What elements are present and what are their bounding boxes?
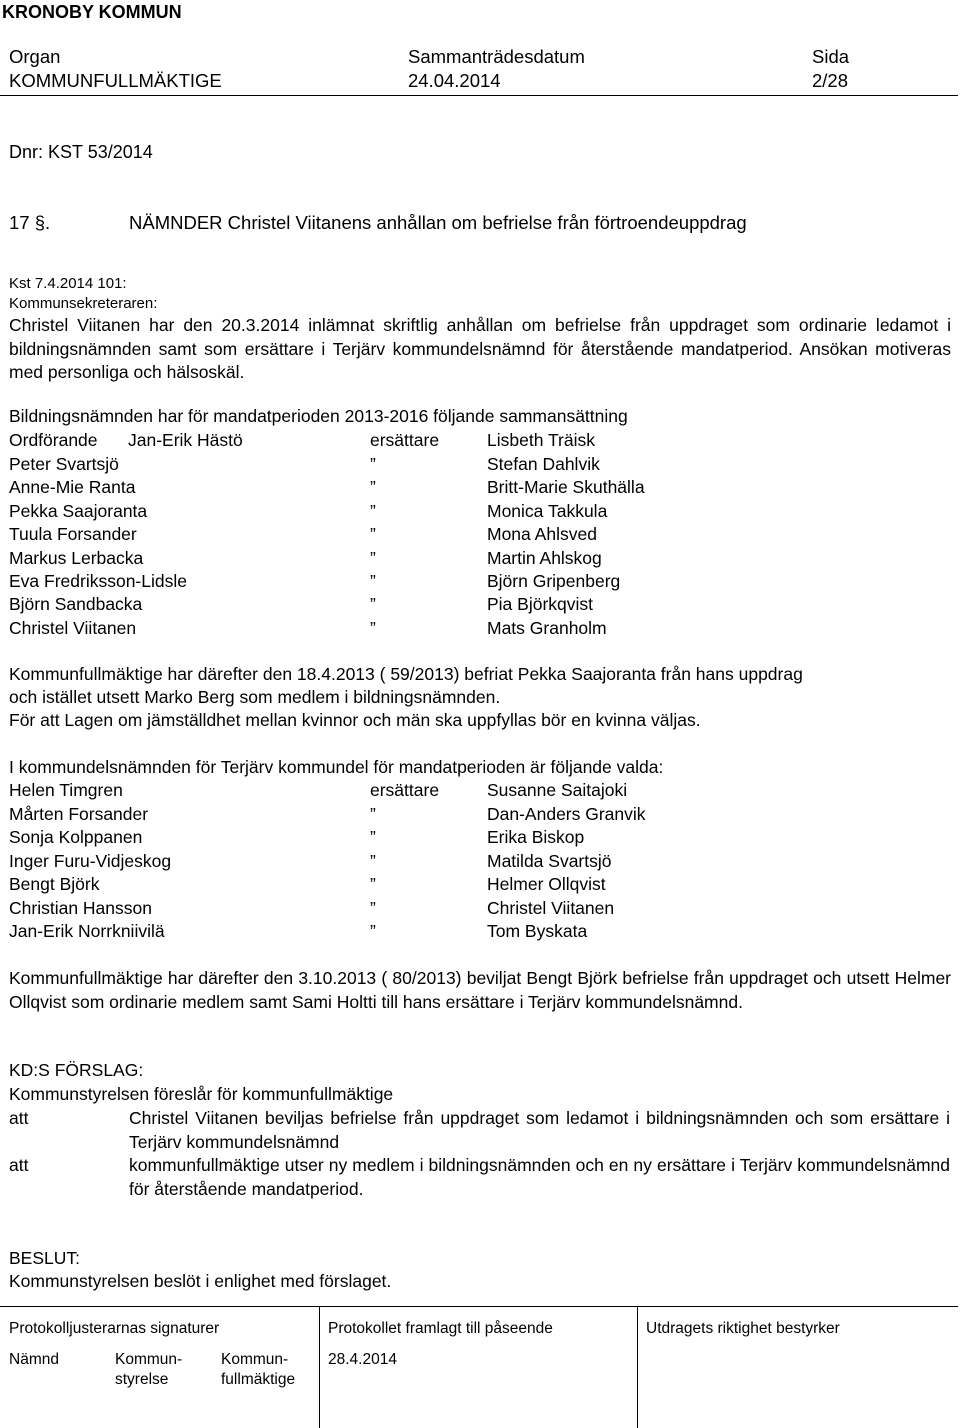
ditto-mark: ” <box>370 921 376 941</box>
footer-rule <box>0 1306 958 1307</box>
member-row <box>9 920 949 944</box>
member-name: Eva Fredriksson-Lidsle <box>9 571 187 591</box>
proposal-heading: KD:S FÖRSLAG: <box>9 1060 144 1080</box>
member-row <box>9 500 949 524</box>
beslut-text: Kommunstyrelsen beslöt i enlighet med förslaget. <box>9 1271 392 1291</box>
dnr: Dnr: KST 53/2014 <box>9 142 153 162</box>
footer-divider <box>637 1306 638 1428</box>
ditto-mark: ” <box>370 571 376 591</box>
footer-posted-date: 28.4.2014 <box>328 1351 397 1368</box>
meeting-date: 24.04.2014 <box>408 70 501 91</box>
member-name: Björn Sandbacka <box>9 594 143 615</box>
substitute-name: Martin Ahlskog <box>487 547 602 568</box>
member-row <box>9 453 949 477</box>
ditto-mark: ” <box>370 524 376 545</box>
organ-value: KOMMUNFULLMÄKTIGE <box>9 70 222 91</box>
member-row <box>9 826 949 850</box>
footer-namnd: Nämnd <box>9 1351 59 1368</box>
substitute-name: Matilda Svartsjö <box>487 850 612 871</box>
footer-divider <box>319 1306 320 1428</box>
footer-kommunfullmaktige: fullmäktige <box>221 1371 296 1388</box>
chair-label: Ordförande <box>9 430 98 450</box>
member-name: Tuula Forsander <box>9 524 137 545</box>
substitute-name: Monica Takkula <box>487 500 608 521</box>
kommundel-first-row <box>9 779 949 803</box>
kst-author: Kommunsekreteraren: <box>9 295 158 312</box>
substitute-name: Mona Ahlsved <box>487 524 597 545</box>
member-row <box>9 547 949 571</box>
decision2-paragraph: Kommunfullmäktige har därefter den 3.10.2013 ( 80/2013) beviljat Bengt Björk befrielse från uppdraget och utsett Helmer Ollqvist som ordinarie medlem samt Sami Holtti till hans ersättare i Terjärv kommundelsnämnd. <box>9 968 951 1012</box>
substitute-name: Helmer Ollqvist <box>487 874 606 895</box>
section-number: 17 §. <box>9 212 51 233</box>
member-name: Pekka Saajoranta <box>9 500 148 521</box>
footer-certified-label: Utdragets riktighet bestyrker <box>646 1320 840 1337</box>
ditto-mark: ” <box>370 454 376 474</box>
member-name: Christel Viitanen <box>9 617 137 638</box>
member-row <box>9 523 949 547</box>
header-rule <box>0 95 958 96</box>
kommundel-heading: I kommundelsnämnden för Terjärv kommundel för mandatperioden är följande valda: <box>9 757 664 777</box>
beslut-heading: BESLUT: <box>9 1248 80 1268</box>
substitute-name: Susanne Saitajoki <box>487 780 628 800</box>
substitute-name: Mats Granholm <box>487 617 607 638</box>
member-name: Bengt Björk <box>9 874 100 895</box>
member-name: Sonja Kolppanen <box>9 827 143 848</box>
municipality-name: KRONOBY KOMMUN <box>2 2 182 22</box>
ditto-mark: ” <box>370 500 376 521</box>
substitute-name: Tom Byskata <box>487 921 588 941</box>
substitute-name: Pia Björkqvist <box>487 594 594 615</box>
att-label: att <box>9 1108 29 1128</box>
member-name: Markus Lerbacka <box>9 547 144 568</box>
intro-paragraph: Christel Viitanen har den 20.3.2014 inlämnat skriftlig anhållan om befrielse från uppdraget som ordinarie ledamot i bildningsnämnden samt som ersättare i Terjärv kommundelsnämnd för återstående mandatperiod. Ansökan motiveras med personliga och hälsoskäl. <box>9 315 951 382</box>
page-number: 2/28 <box>812 70 849 91</box>
substitute-name: Britt-Marie Skuthälla <box>487 477 645 498</box>
substitute-name: Dan-Anders Granvik <box>487 804 646 824</box>
substitute-label: ersättare <box>370 780 440 800</box>
date-label: Sammanträdesdatum <box>408 46 585 67</box>
ditto-mark: ” <box>370 897 376 918</box>
substitute-name: Stefan Dahlvik <box>487 454 600 474</box>
member-name: Peter Svartsjö <box>9 454 119 474</box>
organ-label: Organ <box>9 46 61 67</box>
ditto-mark: ” <box>370 594 376 615</box>
att-label: att <box>9 1155 29 1175</box>
ditto-mark: ” <box>370 617 376 638</box>
proposal-item: Christel Viitanen beviljas befrielse från uppdraget som ledamot i bildningsnämnden och som ersättare i Terjärv kommundelsnämnd <box>129 1108 950 1152</box>
ditto-mark: ” <box>370 850 376 871</box>
decision1-line1: Kommunfullmäktige har därefter den 18.4.2013 ( 59/2013) befriat Pekka Saajoranta från hans uppdrag <box>9 664 803 684</box>
member-name: Christian Hansson <box>9 897 152 918</box>
decision1-line3: För att Lagen om jämställdhet mellan kvinnor och män ska uppfyllas bör en kvinna väljas. <box>9 710 701 730</box>
decision1-line2: och istället utsett Marko Berg som medlem i bildningsnämnden. <box>9 687 501 707</box>
footer-kommunstyrelse: styrelse <box>115 1371 169 1388</box>
footer-posted-label: Protokollet framlagt till påseende <box>328 1320 553 1337</box>
member-row <box>9 850 949 874</box>
member-name: Mårten Forsander <box>9 804 149 824</box>
proposal-intro: Kommunstyrelsen föreslår för kommunfullmäktige <box>9 1084 394 1104</box>
member-name: Anne-Mie Ranta <box>9 477 136 498</box>
footer-kommunfullmaktige: Kommun- <box>221 1351 289 1368</box>
member-name: Jan-Erik Norrkniivilä <box>9 921 165 941</box>
bildning-heading: Bildningsnämnden har för mandatperioden 2013-2016 följande sammansättning <box>9 406 628 426</box>
page-label: Sida <box>812 46 850 67</box>
proposal-item: kommunfullmäktige utser ny medlem i bildningsnämnden och en ny ersättare i Terjärv kommundelsnämnd för återstående mandatperiod. <box>129 1155 950 1199</box>
chair-substitute: Lisbeth Träisk <box>487 430 595 450</box>
substitute-name: Christel Viitanen <box>487 897 615 918</box>
ditto-mark: ” <box>370 827 376 848</box>
chair-name: Jan-Erik Hästö <box>128 430 243 450</box>
ditto-mark: ” <box>370 477 376 498</box>
bildning-chair-row <box>9 429 949 453</box>
member-name: Inger Furu-Vidjeskog <box>9 850 172 871</box>
member-row <box>9 593 949 617</box>
ditto-mark: ” <box>370 874 376 895</box>
ditto-mark: ” <box>370 547 376 568</box>
footer-kommunstyrelse: Kommun- <box>115 1351 183 1368</box>
member-row <box>9 897 949 921</box>
member-row <box>9 873 949 897</box>
member-row <box>9 803 949 827</box>
member-name: Helen Timgren <box>9 780 123 800</box>
substitute-name: Erika Biskop <box>487 827 585 848</box>
footer-signatures-label: Protokolljusterarnas signaturer <box>9 1320 220 1337</box>
substitute-label: ersättare <box>370 430 440 450</box>
substitute-name: Björn Gripenberg <box>487 571 621 591</box>
ditto-mark: ” <box>370 804 376 824</box>
member-row <box>9 617 949 641</box>
section-title: NÄMNDER Christel Viitanens anhållan om befrielse från förtroendeuppdrag <box>129 212 747 233</box>
member-row <box>9 570 949 594</box>
kst-reference: Kst 7.4.2014 101: <box>9 275 127 292</box>
member-row <box>9 476 949 500</box>
